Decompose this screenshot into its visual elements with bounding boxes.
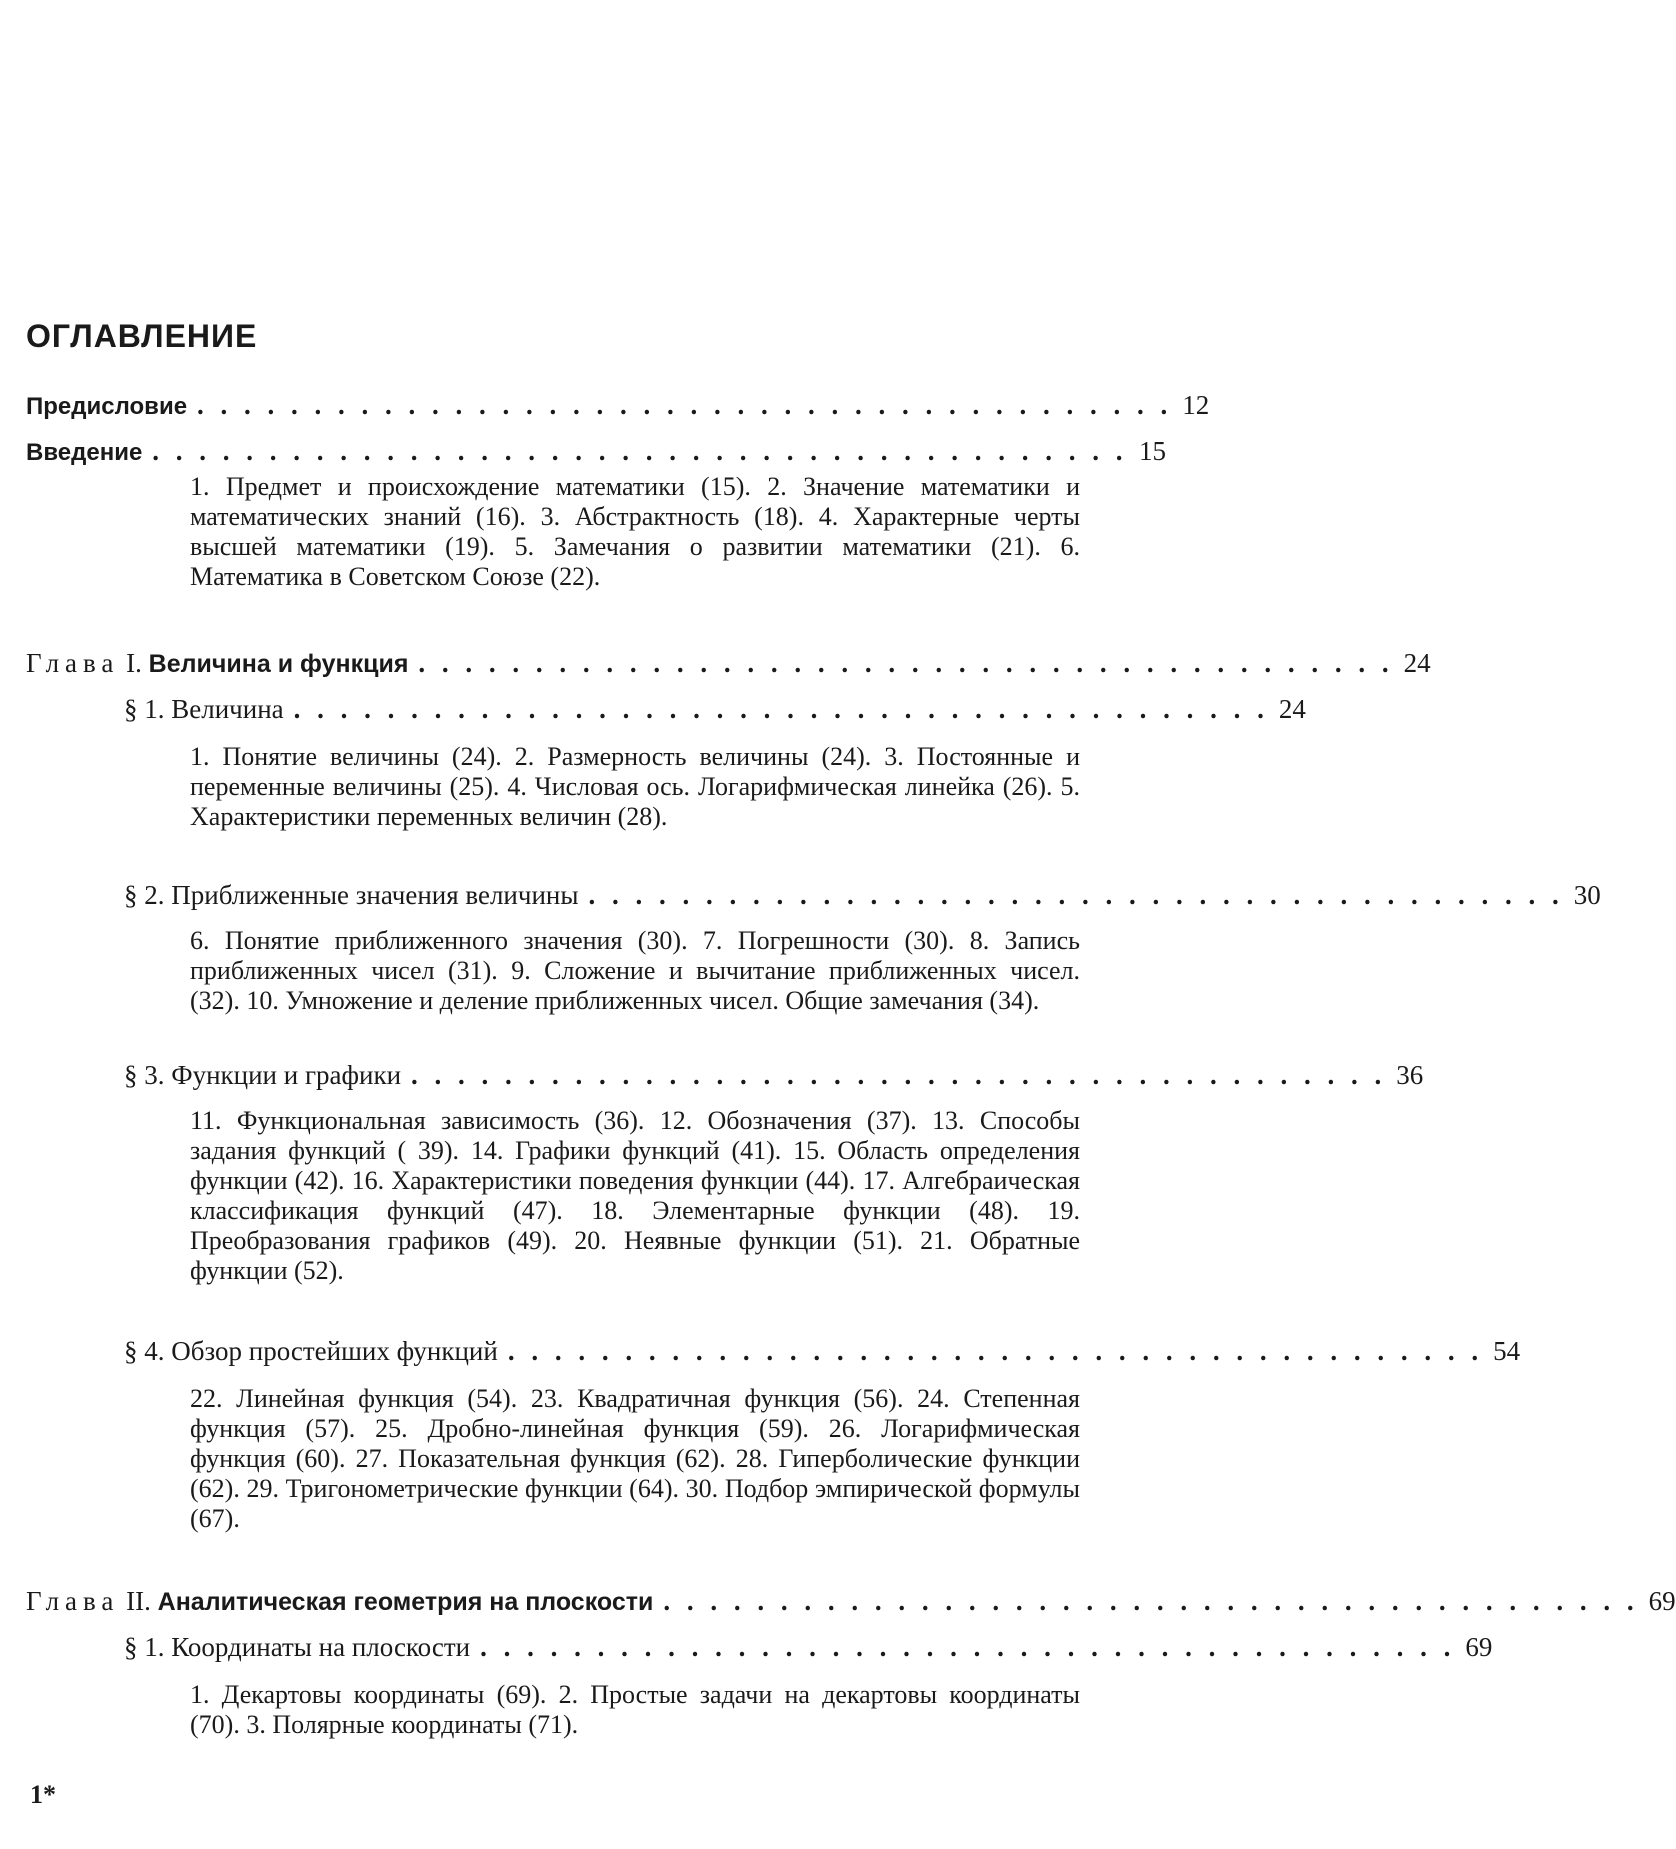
dot-leader: . . . . . . . . . . . . . . . . . . . . . . . . . . . . . . . . . . . . . . . . . . (663, 1586, 1639, 1616)
chapter-prefix: Глава (26, 648, 120, 678)
page-number: 30 (1573, 880, 1601, 910)
chapter-heading (26, 648, 408, 679)
dot-leader: . . . . . . . . . . . . . . . . . . . . . . . . . . . . . . . . . . . . . . . . . . (588, 880, 1564, 910)
toc-entry-label: § 4. Обзор простейших функций (124, 1336, 498, 1366)
toc-entry-description: 1. Предмет и происхождение математики (15). 2. Значение математики и математических знаний (16). 3. Абстрактность (18). 4. Характерные черты высшей математики (19). 5. Замечания о развитии математики (21). 6. Математика в Советском Союзе (22). (190, 472, 1080, 591)
toc-entry-preface[interactable] (26, 390, 1210, 424)
chapter-heading (26, 1586, 653, 1617)
toc-entry-description: 1. Понятие величины (24). 2. Размерность величины (24). 3. Постоянные и переменные величины (25). 4. Числовая ось. Логарифмическая линейка (26). 5. Характеристики переменных величин (28). (190, 742, 1080, 831)
dot-leader: . . . . . . . . . . . . . . . . . . . . . . . . . . . . . . . . . . . . . . . . . . (480, 1632, 1456, 1662)
dot-leader: . . . . . . . . . . . . . . . . . . . . . . . . . . . . . . . . . . . . . . . . . . (197, 390, 1173, 420)
toc-section-1-4[interactable] (124, 1336, 1521, 1370)
page-number: 24 (1403, 648, 1431, 678)
toc-entry-description: 6. Понятие приближенного значения (30). 7. Погрешности (30). 8. Запись приближенных чисел (31). 9. Сложение и вычитание приближенных чисел. (32). 10. Умножение и деление приближенных чисел. Общие замечания (34). (190, 926, 1080, 1015)
dot-leader: . . . . . . . . . . . . . . . . . . . . . . . . . . . . . . . . . . . . . . . . . . (152, 436, 1128, 466)
toc-entry-label: Предисловие (26, 393, 188, 420)
toc-chapter-2[interactable] (26, 1586, 1676, 1620)
toc-section-1-2[interactable] (124, 880, 1601, 914)
page-number: 69 (1465, 1632, 1493, 1662)
chapter-prefix: Глава (26, 1586, 120, 1616)
toc-entry-label: Введение (26, 439, 143, 466)
chapter-title: Величина и функция (148, 650, 409, 678)
page-number: 12 (1182, 390, 1210, 420)
page-number: 24 (1278, 694, 1306, 724)
chapter-number: II. (126, 1586, 151, 1616)
dot-leader: . . . . . . . . . . . . . . . . . . . . . . . . . . . . . . . . . . . . . . . . . . (507, 1336, 1484, 1366)
toc-entry-description: 1. Декартовы координаты (69). 2. Простые задачи на декартовы координаты (70). 3. Полярные координаты (71). (190, 1680, 1080, 1739)
toc-entry-intro[interactable] (26, 436, 1166, 470)
page-title: ОГЛАВЛЕНИЕ (26, 318, 258, 354)
toc-entry-label: § 1. Координаты на плоскости (124, 1632, 471, 1662)
dot-leader: . . . . . . . . . . . . . . . . . . . . . . . . . . . . . . . . . . . . . . . . . . (418, 648, 1394, 678)
toc-entry-label: § 2. Приближенные значения величины (124, 880, 579, 910)
page-number: 54 (1493, 1336, 1521, 1366)
toc-section-2-1[interactable] (124, 1632, 1493, 1666)
toc-entry-description: 11. Функциональная зависимость (36). 12. Обозначения (37). 13. Способы задания функций ( 39). 14. Графики функций (41). 15. Область определения функции (42). 16. Характеристики поведения функции (44). 17. Алгебраическая классификация функций (47). 18. Элементарные функции (48). 19. Преобразования графиков (49). 20. Неявные функции (51). 21. Обратные функции (52). (190, 1106, 1080, 1285)
page-number: 36 (1396, 1060, 1424, 1090)
toc-chapter-1[interactable] (26, 648, 1431, 682)
chapter-number: I. (126, 648, 142, 678)
toc-section-1-3[interactable] (124, 1060, 1424, 1094)
signature-mark: 1* (30, 1780, 56, 1809)
toc-section-1-1[interactable] (124, 694, 1306, 728)
page-number: 69 (1648, 1586, 1676, 1616)
toc-entry-label: § 1. Величина (124, 694, 284, 724)
chapter-title: Аналитическая геометрия на плоскости (157, 1588, 654, 1616)
toc-entry-description: 22. Линейная функция (54). 23. Квадратичная функция (56). 24. Степенная функция (57). 25. Дробно-линейная функция (59). 26. Логарифмическая функция (60). 27. Показательная функция (62). 28. Гиперболические функции (62). 29. Тригонометрические функции (64). 30. Подбор эмпирической формулы (67). (190, 1384, 1080, 1533)
dot-leader: . . . . . . . . . . . . . . . . . . . . . . . . . . . . . . . . . . . . . . . . . . (411, 1060, 1387, 1090)
page-number: 15 (1139, 436, 1166, 466)
toc-entry-label: § 3. Функции и графики (124, 1060, 402, 1090)
dot-leader: . . . . . . . . . . . . . . . . . . . . . . . . . . . . . . . . . . . . . . . . . . (293, 694, 1269, 724)
